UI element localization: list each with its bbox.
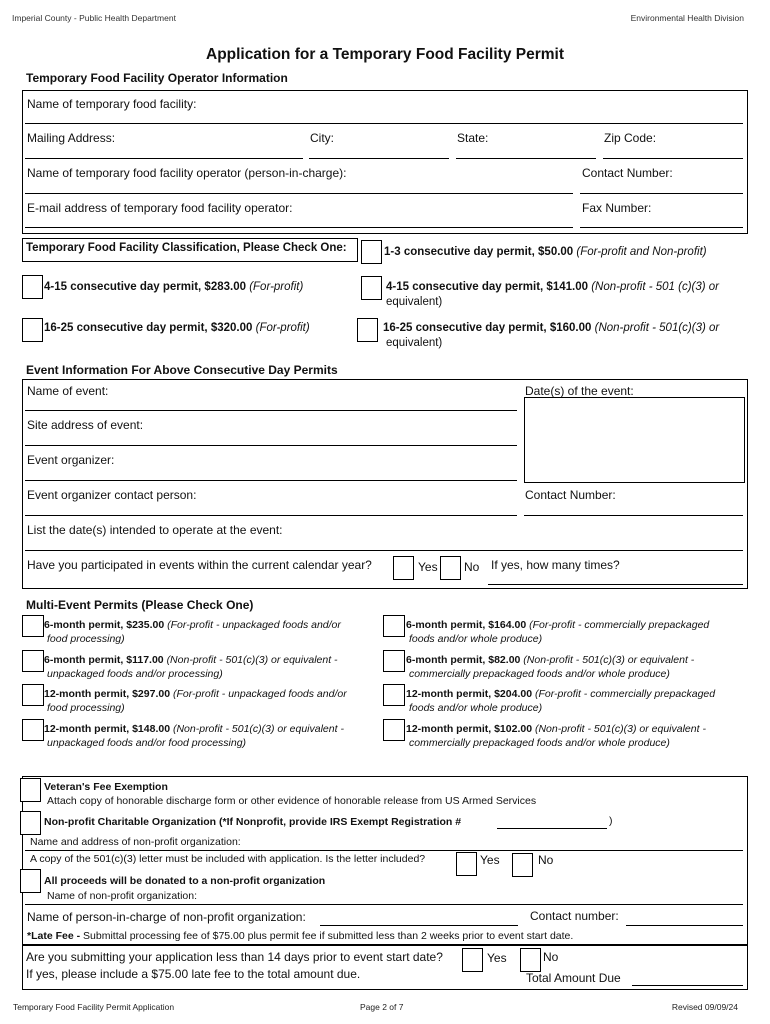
footer-page: Page 2 of 7 bbox=[360, 1002, 404, 1012]
organizer-number-label: Contact Number: bbox=[525, 488, 616, 502]
multi-12m-297-label: 12-month permit, $297.00 (For-profit - unpackaged foods and/or food processing) bbox=[44, 688, 347, 714]
event-dates-field[interactable] bbox=[524, 397, 745, 483]
city-label: City: bbox=[310, 131, 334, 145]
pic-contact-label: Contact number: bbox=[530, 909, 619, 923]
class-4-15-forprofit-checkbox[interactable] bbox=[22, 275, 43, 299]
multi-6m-117-label: 6-month permit, $117.00 (Non-profit - 501(c)(3) or equivalent - unpackaged foods and/or processing) bbox=[44, 654, 338, 680]
multi-heading: Multi-Event Permits (Please Check One) bbox=[26, 598, 254, 612]
facility-name-label: Name of temporary food facility: bbox=[27, 97, 197, 111]
fax-label: Fax Number: bbox=[582, 201, 652, 215]
organizer-contact-label: Event organizer contact person: bbox=[27, 488, 197, 502]
late-no-label: No bbox=[543, 950, 559, 964]
class-16-25-nonprofit-checkbox[interactable] bbox=[357, 318, 378, 342]
letter-yes-checkbox[interactable] bbox=[456, 852, 477, 876]
class-4-15-forprofit-label: 4-15 consecutive day permit, $283.00 (For-profit) bbox=[44, 281, 304, 293]
organizer-field[interactable] bbox=[25, 480, 517, 481]
event-name-label: Name of event: bbox=[27, 384, 109, 398]
pic-name-label: Name of person-in-charge of non-profit organization: bbox=[27, 910, 306, 924]
contact-label: Contact Number: bbox=[582, 166, 673, 180]
multi-12m-102-checkbox[interactable] bbox=[383, 719, 405, 741]
late-question: Are you submitting your application less than 14 days prior to event start date? bbox=[26, 950, 443, 964]
zip-field[interactable] bbox=[603, 158, 743, 159]
multi-6m-164-checkbox[interactable] bbox=[383, 615, 405, 637]
header-right: Environmental Health Division bbox=[630, 13, 744, 23]
footer-left: Temporary Food Facility Permit Application bbox=[13, 1002, 175, 1012]
multi-12m-204-checkbox[interactable] bbox=[383, 684, 405, 706]
how-many-label: If yes, how many times? bbox=[491, 558, 620, 572]
multi-12m-102-label: 12-month permit, $102.00 (Non-profit - 501(c)(3) or equivalent - commercially prepackaged foods and/or whole produce) bbox=[406, 723, 706, 749]
letter-no-checkbox[interactable] bbox=[512, 853, 533, 877]
classification-heading: Temporary Food Facility Classification, Please Check One: bbox=[26, 242, 347, 254]
participated-label: Have you participated in events within the current calendar year? bbox=[27, 558, 372, 572]
total-label: Total Amount Due bbox=[526, 971, 621, 985]
class-16-25-forprofit-checkbox[interactable] bbox=[22, 318, 43, 342]
veteran-desc: Attach copy of honorable discharge form or other evidence of honorable release from US Armed Services bbox=[47, 795, 537, 807]
fax-field[interactable] bbox=[580, 227, 743, 228]
pic-contact-field[interactable] bbox=[626, 925, 743, 926]
nonprofit-close: ) bbox=[609, 815, 613, 827]
contact-field[interactable] bbox=[580, 193, 743, 194]
proceeds-title: All proceeds will be donated to a non-profit organization bbox=[44, 875, 326, 887]
proceeds-checkbox[interactable] bbox=[20, 869, 41, 893]
mailing-field[interactable] bbox=[25, 158, 303, 159]
proceeds-name-label: Name of non-profit organization: bbox=[47, 890, 197, 902]
header-left: Imperial County - Public Health Department bbox=[12, 13, 176, 23]
participated-no-checkbox[interactable] bbox=[440, 556, 461, 580]
state-field[interactable] bbox=[456, 158, 596, 159]
multi-12m-297-checkbox[interactable] bbox=[22, 684, 44, 706]
multi-12m-148-label: 12-month permit, $148.00 (Non-profit - 501(c)(3) or equivalent - unpackaged foods and/or food processing) bbox=[44, 723, 344, 749]
multi-6m-235-label: 6-month permit, $235.00 (For-profit - unpackaged foods and/or food processing) bbox=[44, 619, 341, 645]
late-yes-checkbox[interactable] bbox=[462, 948, 483, 972]
footer-revised: Revised 09/09/24 bbox=[671, 1002, 738, 1012]
late-no-checkbox[interactable] bbox=[520, 948, 541, 972]
operator-name-field[interactable] bbox=[25, 193, 573, 194]
total-field[interactable] bbox=[632, 985, 743, 986]
nonprofit-checkbox[interactable] bbox=[20, 811, 41, 835]
nonprofit-name-label: Name and address of non-profit organization: bbox=[30, 836, 241, 848]
zip-label: Zip Code: bbox=[604, 131, 657, 145]
multi-6m-82-label: 6-month permit, $82.00 (Non-profit - 501(c)(3) or equivalent - commercially prepackaged foods and/or whole produce) bbox=[406, 654, 695, 680]
state-label: State: bbox=[457, 131, 489, 145]
how-many-field[interactable] bbox=[488, 584, 743, 585]
class-16-25-nonprofit-cont: equivalent) bbox=[386, 337, 443, 349]
organizer-contact-field[interactable] bbox=[25, 515, 517, 516]
letter-no-label: No bbox=[538, 853, 554, 867]
multi-6m-82-checkbox[interactable] bbox=[383, 650, 405, 672]
site-label: Site address of event: bbox=[27, 418, 144, 432]
facility-name-field[interactable] bbox=[25, 123, 743, 124]
multi-6m-164-label: 6-month permit, $164.00 (For-profit - commercially prepackaged foods and/or whole produce) bbox=[406, 619, 710, 645]
nonprofit-name-field[interactable] bbox=[25, 850, 743, 851]
class-1-3-checkbox[interactable] bbox=[361, 240, 382, 264]
city-field[interactable] bbox=[309, 158, 449, 159]
organizer-number-field[interactable] bbox=[524, 515, 743, 516]
participated-no-label: No bbox=[464, 560, 480, 574]
multi-12m-148-checkbox[interactable] bbox=[22, 719, 44, 741]
site-field[interactable] bbox=[25, 445, 517, 446]
multi-6m-117-checkbox[interactable] bbox=[22, 650, 44, 672]
email-field[interactable] bbox=[25, 227, 573, 228]
organizer-label: Event organizer: bbox=[27, 453, 115, 467]
late-include-note: If yes, please include a $75.00 late fee to the total amount due. bbox=[26, 967, 361, 981]
letter-yes-label: Yes bbox=[480, 853, 500, 867]
pic-name-field[interactable] bbox=[320, 925, 518, 926]
participated-yes-checkbox[interactable] bbox=[393, 556, 414, 580]
class-1-3-label: 1-3 consecutive day permit, $50.00 (For-profit and Non-profit) bbox=[384, 246, 707, 258]
operator-name-label: Name of temporary food facility operator (person-in-charge): bbox=[27, 166, 347, 180]
letter-question: A copy of the 501(c)(3) letter must be included with application. Is the letter included? bbox=[30, 853, 426, 865]
email-label: E-mail address of temporary food facility operator: bbox=[27, 201, 293, 215]
multi-12m-204-label: 12-month permit, $204.00 (For-profit - commercially prepackaged foods and/or whole produce) bbox=[406, 688, 716, 714]
late-yes-label: Yes bbox=[487, 951, 507, 965]
event-dates-label: Date(s) of the event: bbox=[525, 384, 634, 398]
veteran-checkbox[interactable] bbox=[20, 778, 41, 802]
multi-6m-235-checkbox[interactable] bbox=[22, 615, 44, 637]
class-4-15-nonprofit-label: 4-15 consecutive day permit, $141.00 (Non-profit - 501 (c)(3) or bbox=[386, 281, 720, 293]
proceeds-name-field[interactable] bbox=[25, 904, 743, 905]
class-16-25-forprofit-label: 16-25 consecutive day permit, $320.00 (For-profit) bbox=[44, 322, 310, 334]
operator-heading: Temporary Food Facility Operator Information bbox=[26, 71, 288, 85]
event-name-field[interactable] bbox=[25, 410, 517, 411]
late-fee-note: *Late Fee - Submittal processing fee of $75.00 plus permit fee if submitted less than 2 weeks prior to event start date. bbox=[27, 930, 574, 942]
irs-registration-field[interactable] bbox=[497, 828, 607, 829]
event-heading: Event Information For Above Consecutive Day Permits bbox=[26, 363, 338, 377]
page-title: Application for a Temporary Food Facility Permit bbox=[206, 46, 564, 63]
operate-dates-field[interactable] bbox=[25, 550, 743, 551]
veteran-title: Veteran's Fee Exemption bbox=[44, 781, 168, 793]
class-4-15-nonprofit-checkbox[interactable] bbox=[361, 276, 382, 300]
class-16-25-nonprofit-label: 16-25 consecutive day permit, $160.00 (Non-profit - 501(c)(3) or bbox=[383, 322, 720, 334]
nonprofit-title: Non-profit Charitable Organization (*If Nonprofit, provide IRS Exempt Registration # bbox=[44, 816, 462, 828]
class-4-15-nonprofit-cont: equivalent) bbox=[386, 296, 443, 308]
mailing-label: Mailing Address: bbox=[27, 131, 116, 145]
operate-dates-label: List the date(s) intended to operate at the event: bbox=[27, 523, 283, 537]
participated-yes-label: Yes bbox=[418, 560, 438, 574]
